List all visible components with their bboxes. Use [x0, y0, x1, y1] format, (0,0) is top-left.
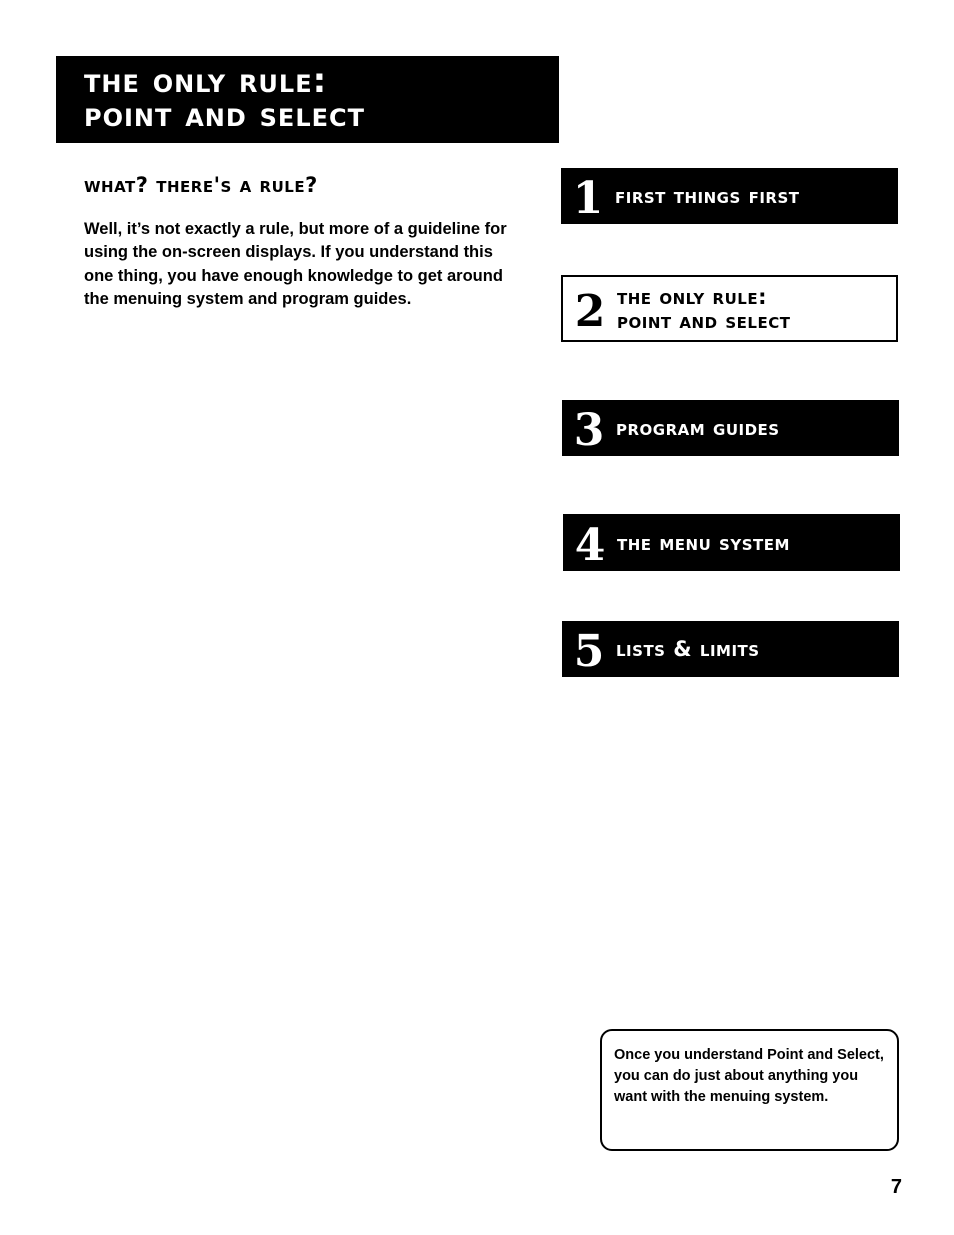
chapter-number-5: 5 — [573, 626, 605, 677]
chapter-label-2-line-2: point and select — [617, 308, 791, 333]
page-number: 7 — [890, 1176, 902, 1198]
sidebar-note: Once you understand Point and Select, you can do just about anything you want with the menuing system. — [600, 1029, 899, 1151]
chapter-label-1: first things first — [615, 184, 800, 208]
chapter-title-line-1: the only rule: — [84, 61, 328, 101]
chapter-label-4: the menu system — [617, 530, 790, 555]
section-body-text: Well, it’s not exactly a rule, but more of a guideline for using the on-screen displays. If you understand this one thing, you have enough knowledge to get around the menuing system and program guides. — [84, 220, 507, 308]
chapter-label-2 — [617, 285, 790, 333]
chapter-label-3: program guides — [616, 416, 780, 440]
chapter-title-banner — [56, 56, 559, 143]
chapter-tab-1 — [561, 168, 898, 224]
chapter-tab-4 — [563, 514, 900, 571]
chapter-number-1: 1 — [572, 173, 604, 224]
chapter-number-2: 2 — [574, 285, 606, 337]
chapter-tab-3 — [562, 400, 899, 456]
chapter-label-5: lists & limits — [616, 637, 760, 661]
chapter-number-3: 3 — [573, 405, 605, 456]
chapter-number-4: 4 — [574, 519, 606, 571]
section-heading: what? there's a rule? — [84, 173, 318, 197]
chapter-tab-5 — [562, 621, 899, 677]
chapter-title-line-2: point and select — [84, 95, 365, 135]
chapter-label-2-line-1: the only rule: — [617, 284, 767, 309]
chapter-tab-2-current — [561, 275, 898, 342]
